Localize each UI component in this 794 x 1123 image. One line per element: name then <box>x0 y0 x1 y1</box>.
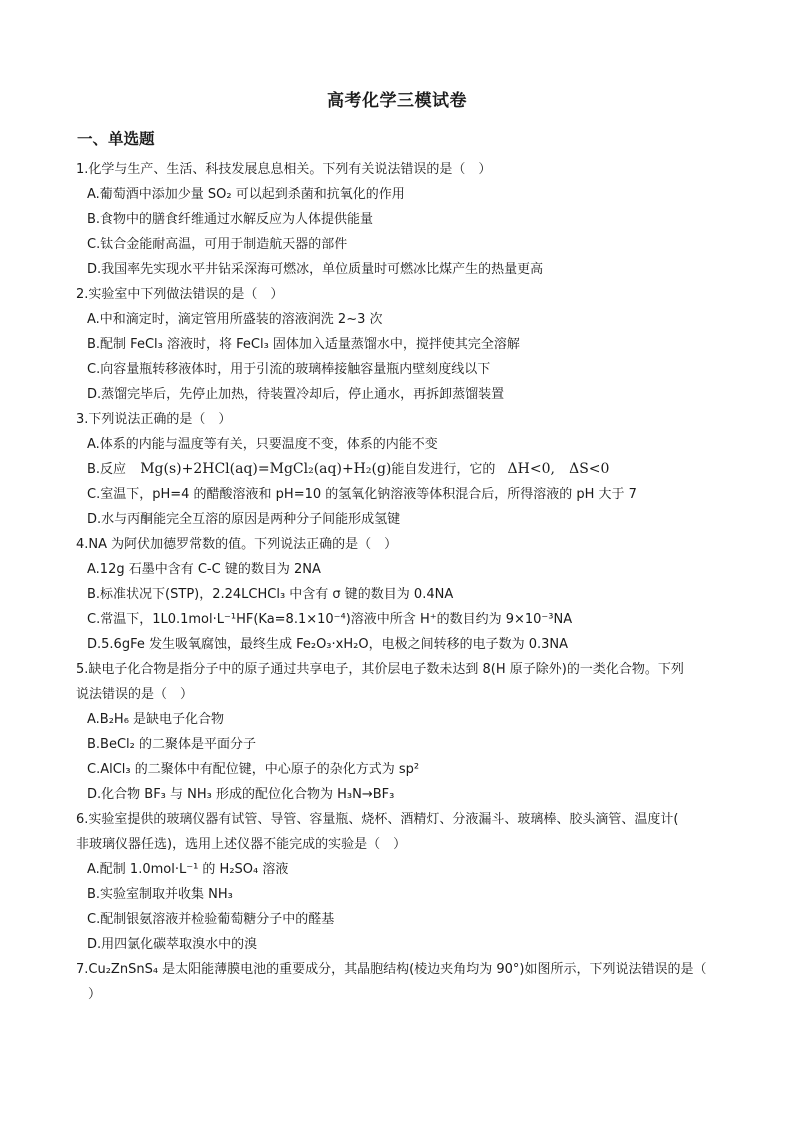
section-heading: 一、单选题 <box>77 130 155 148</box>
question-2-stem: 2.实验室中下列做法错误的是（ ） <box>76 287 284 302</box>
enthalpy-change: ΔH<0, <box>507 461 555 477</box>
question-7-stem-line-1: 7.Cu₂ZnSnS₄ 是太阳能薄膜电池的重要成分，其晶胞结构(棱边夹角均为 90°)如图所示，下列说法错误的是（ <box>76 962 707 977</box>
question-6-option-a: A.配制 1.0mol·L⁻¹ 的 H₂SO₄ 溶液 <box>87 862 289 877</box>
question-5-stem-line-1: 5.缺电子化合物是指分子中的原子通过共享电子，其价层电子数未达到 8(H 原子除外)的一类化合物。下列 <box>76 662 684 677</box>
question-7-stem-line-2: ） <box>88 987 102 1002</box>
question-4-option-c: C.常温下，1L0.1mol·L⁻¹HF(Ka=8.1×10⁻⁴)溶液中所含 H⁺的数目约为 9×10⁻³NA <box>87 612 573 627</box>
question-4-option-a: A.12g 石墨中含有 C-C 键的数目为 2NA <box>87 562 321 577</box>
question-2-option-d: D.蒸馏完毕后，先停止加热，待装置冷却后，停止通水，再拆卸蒸馏装置 <box>87 387 505 402</box>
question-3-stem: 3.下列说法正确的是（ ） <box>76 412 232 427</box>
question-6-option-c: C.配制银氨溶液并检验葡萄糖分子中的醛基 <box>87 912 335 927</box>
question-4-option-d: D.5.6gFe 发生吸氧腐蚀，最终生成 Fe₂O₃·xH₂O，电极之间转移的电子数为 0.3NA <box>87 637 568 652</box>
reaction-equation: Mg(s)+2HCl(aq)=MgCl₂(aq)+H₂(g) <box>140 461 392 477</box>
question-6-stem-line-2: 非玻璃仪器任选)，选用上述仪器不能完成的实验是（ ） <box>76 837 407 852</box>
question-1-stem: 1.化学与生产、生活、科技发展息息相关。下列有关说法错误的是（ ） <box>76 162 492 177</box>
question-3-option-b-middle: 能自发进行，它的 <box>391 462 496 477</box>
question-5-stem-line-2: 说法错误的是（ ） <box>76 687 194 702</box>
question-1-option-a: A.葡萄酒中添加少量 SO₂ 可以起到杀菌和抗氧化的作用 <box>87 187 405 202</box>
question-1-option-b: B.食物中的膳食纤维通过水解反应为人体提供能量 <box>87 212 374 227</box>
question-1-option-c: C.钛合金能耐高温，可用于制造航天器的部件 <box>87 237 348 252</box>
question-5-option-d: D.化合物 BF₃ 与 NH₃ 形成的配位化合物为 H₃N→BF₃ <box>87 787 395 802</box>
question-6-option-d: D.用四氯化碳萃取溴水中的溴 <box>87 937 258 952</box>
question-5-option-c: C.AlCl₃ 的二聚体中有配位键，中心原子的杂化方式为 sp² <box>87 762 420 777</box>
question-2-option-a: A.中和滴定时，滴定管用所盛装的溶液润洗 2~3 次 <box>87 312 383 327</box>
entropy-change: ΔS<0 <box>569 461 610 477</box>
question-6-option-b: B.实验室制取并收集 NH₃ <box>87 887 233 902</box>
question-3-option-c: C.室温下，pH=4 的醋酸溶液和 pH=10 的氢氧化钠溶液等体积混合后，所得溶液的 pH 大于 7 <box>87 487 637 502</box>
question-3-option-a: A.体系的内能与温度等有关，只要温度不变，体系的内能不变 <box>87 437 438 452</box>
question-3-option-b-prefix: B.反应 <box>87 462 127 477</box>
question-5-option-a: A.B₂H₆ 是缺电子化合物 <box>87 712 225 727</box>
question-4-option-b: B.标准状况下(STP)，2.24LCHCl₃ 中含有 σ 键的数目为 0.4NA <box>87 587 454 602</box>
question-2-option-b: B.配制 FeCl₃ 溶液时，将 FeCl₃ 固体加入适量蒸馏水中，搅拌使其完全溶解 <box>87 337 520 352</box>
question-6-stem-line-1: 6.实验室提供的玻璃仪器有试管、导管、容量瓶、烧杯、酒精灯、分液漏斗、玻璃棒、胶头滴管、温度计( <box>76 812 679 827</box>
question-3-option-b <box>87 461 609 478</box>
question-2-option-c: C.向容量瓶转移液体时，用于引流的玻璃棒接触容量瓶内壁刻度线以下 <box>87 362 491 377</box>
question-5-option-b: B.BeCl₂ 的二聚体是平面分子 <box>87 737 257 752</box>
question-1-option-d: D.我国率先实现水平井钻采深海可燃冰，单位质量时可燃冰比煤产生的热量更高 <box>87 262 544 277</box>
question-3-option-d: D.水与丙酮能完全互溶的原因是两种分子间能形成氢键 <box>87 512 401 527</box>
question-4-stem: 4.NA 为阿伏加德罗常数的值。下列说法正确的是（ ） <box>76 537 398 552</box>
page-title: 高考化学三模试卷 <box>327 91 467 111</box>
